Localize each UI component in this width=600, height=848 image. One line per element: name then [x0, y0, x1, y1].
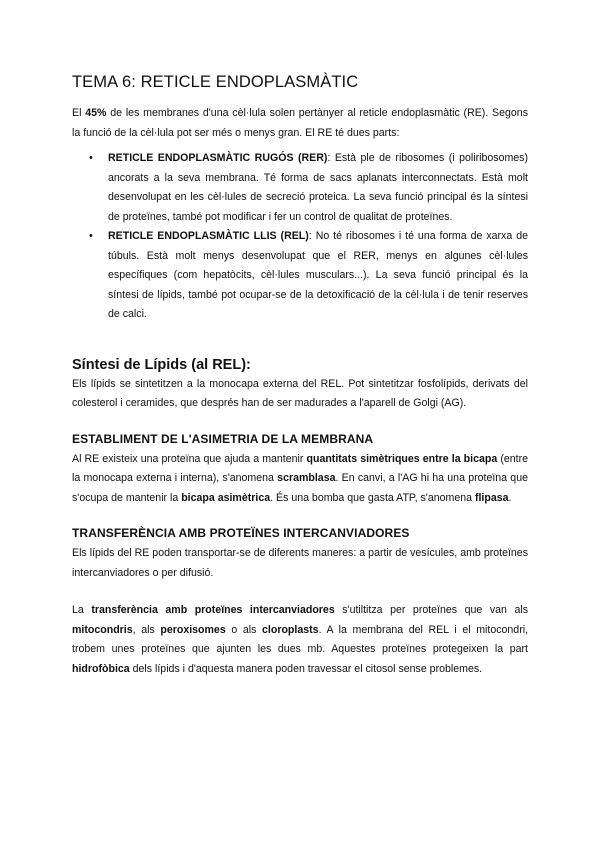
- intro-percent: 45%: [85, 107, 107, 119]
- asymmetry-paragraph: [72, 450, 528, 509]
- asym-bold-2: scramblasa: [277, 472, 336, 484]
- intro-paragraph: [72, 104, 528, 143]
- list-item-rer: [108, 149, 528, 227]
- tr-text-5: . A la membrana del REL i el mitocondri, trobem unes proteïnes que ajunten les dues mb. Aquestes proteïnes protegeixen la part: [72, 623, 529, 655]
- document-content: [72, 72, 528, 679]
- rel-term: RETICLE ENDOPLASMÀTIC LLIS (REL): [108, 230, 309, 242]
- tr-bold-4: cloroplasts: [262, 623, 319, 636]
- lipids-heading: Síntesi de Lípids (al REL):: [72, 356, 251, 373]
- asym-bold-1: quantitats simètriques entre la bicapa: [306, 452, 498, 465]
- lipids-paragraph: Els lípids se sintetitzen a la monocapa externa del REL. Pot sintetitzar fosfolípids, derivats del colesterol i ceramides, que després han de ser madurades a l'aparell de Golgi (AG).: [72, 377, 528, 409]
- tr-text-2: s'utiltitza per proteïnes que van als: [334, 604, 528, 616]
- tr-bold-5: hidrofòbica: [72, 662, 130, 675]
- intro-text-2: de les membranes d'una cèl·lula solen pertànyer al reticle endoplasmàtic (RE). Segons la funció de la cèl·lula pot ser més o menys gran. El RE té dues parts:: [72, 107, 528, 139]
- intro-text-1: El: [72, 107, 86, 119]
- transfer-heading: TRANSFERÈNCIA AMB PROTEÏNES INTERCANVIADORES: [72, 526, 410, 540]
- asym-text-1: Al RE existeix una proteïna que ajuda a mantenir: [72, 452, 307, 465]
- rel-text: : No té ribosomes i té una forma de xarxa de túbuls. Està molt menys desenvolupat que el RER, menys en algunes cèl·lules específiques (com hepatòcits, cèl·lules musculars...). La seva funció principal és la síntesi de lípids, també pot ocupar-se de la detoxificació de la cèl·lula i de tenir reserves de calci.: [108, 230, 528, 320]
- rer-term: RETICLE ENDOPLASMÀTIC RUGÓS (RER): [108, 152, 328, 164]
- asym-text-5: .: [508, 491, 512, 504]
- tr-bold-3: peroxisomes: [160, 623, 226, 636]
- tr-text-6: dels lípids i d'aquesta manera poden travessar el citosol sense problemes.: [129, 662, 483, 675]
- tr-text-3: , als: [132, 623, 161, 636]
- asymmetry-heading: ESTABLIMENT DE L'ASIMETRIA DE LA MEMBRANA: [72, 431, 374, 446]
- page-title: TEMA 6: RETICLE ENDOPLASMÀTIC: [72, 73, 359, 91]
- tr-text-4: o als: [225, 623, 263, 636]
- asym-text-2: (entre la monocapa externa i interna), s'anomena: [72, 452, 528, 484]
- tr-text-1: La: [72, 604, 92, 616]
- er-types-list: [72, 149, 528, 325]
- list-item-rel: [108, 227, 528, 325]
- tr-bold-2: mitocondris: [72, 623, 133, 636]
- asym-text-4: . És una bomba que gasta ATP, s'anomena: [270, 491, 475, 504]
- asym-bold-4: flipasa: [474, 491, 509, 504]
- tr-bold-1: transferència amb proteïnes intercanviadores: [91, 604, 335, 616]
- asym-text-3: . En canvi, a l'AG hi ha una proteïna que s'ocupa de mantenir la: [72, 472, 528, 504]
- asym-bold-3: bicapa asimètrica: [181, 491, 271, 504]
- transfer-paragraph-2: [72, 601, 528, 679]
- rer-text: : Està ple de ribosomes (i poliribosomes) ancorats a la seva membrana. Té forma de sacs aplanats interconnectats. Està molt desenvolupat en les cèl·lules de secreció proteica. La seva funció principal és la síntesi de proteïnes, també pot modificar i fer un control de qualitat de proteïnes.: [108, 152, 529, 223]
- transfer-paragraph-1: Els lípids del RE poden transportar-se de diferents maneres: a partir de vesícules, amb proteïnes intercanviadores o per difusió.: [72, 547, 528, 579]
